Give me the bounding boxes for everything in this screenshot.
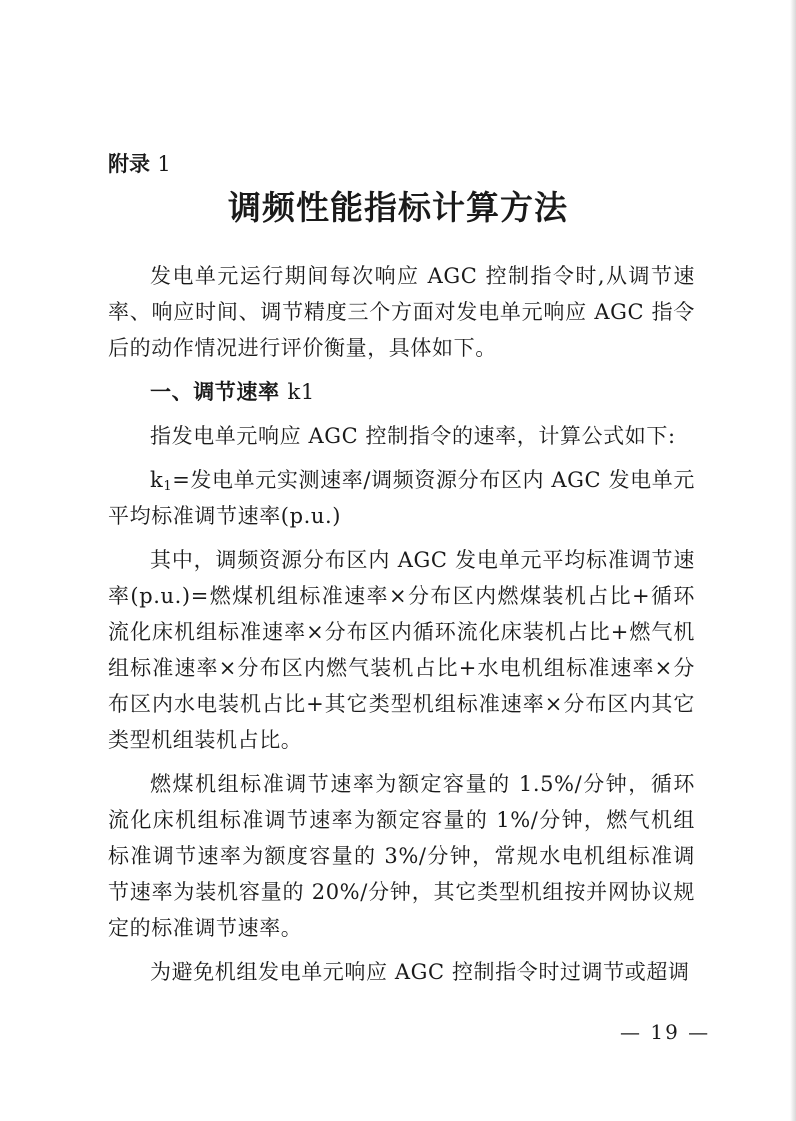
section-heading-text: 一、调节速率 <box>150 380 280 404</box>
paragraph-intro: 发电单元运行期间每次响应 AGC 控制指令时,从调节速率、响应时间、调节精度三个方面对发电单元响应 AGC 指令后的动作情况进行评价衡量，具体如下。 <box>108 264 695 360</box>
page-number: — 19 — <box>620 1020 711 1044</box>
paragraph-definition: 指发电单元响应 AGC 控制指令的速率，计算公式如下: <box>150 424 676 448</box>
formula-symbol: k <box>150 468 164 492</box>
paragraph-overshoot: 为避免机组发电单元响应 AGC 控制指令时过调节或超调 <box>150 960 690 984</box>
formula-text: =发电单元实测速率/调频资源分布区内 AGC 发电单元平均标准调节速率(p.u.) <box>108 468 695 528</box>
appendix-label-number: 1 <box>157 152 171 176</box>
document-title: 调频性能指标计算方法 <box>228 188 568 227</box>
appendix-label <box>108 148 171 178</box>
paragraph-standard-rates: 燃煤机组标准调节速率为额定容量的 1.5%/分钟，循环流化床机组标准调节速率为额定容量的 1%/分钟，燃气机组标准调节速率为额度容量的 3%/分钟，常规水电机组标准调节速率为装机容量的 20%/分钟，其它类型机组按并网协议规定的标准调节速率。 <box>108 772 695 940</box>
formula-subscript: 1 <box>163 479 173 494</box>
appendix-label-prefix: 附录 <box>108 152 150 176</box>
paragraph-formula <box>108 462 695 534</box>
page-edge-shadow <box>790 0 796 1121</box>
paragraph-average-rate: 其中，调频资源分布区内 AGC 发电单元平均标准调节速率(p.u.)=燃煤机组标准速率×分布区内燃煤装机占比+循环流化床机组标准速率×分布区内循环流化床装机占比+燃气机组标准速率×分布区内燃气装机占比+水电机组标准速率×分布区内水电装机占比+其它类型机组标准速率×分布区内其它类型机组装机占比。 <box>108 548 695 752</box>
section-heading-code: k1 <box>287 380 315 404</box>
section-heading-regulation-rate <box>108 374 695 410</box>
document-body <box>108 258 695 998</box>
